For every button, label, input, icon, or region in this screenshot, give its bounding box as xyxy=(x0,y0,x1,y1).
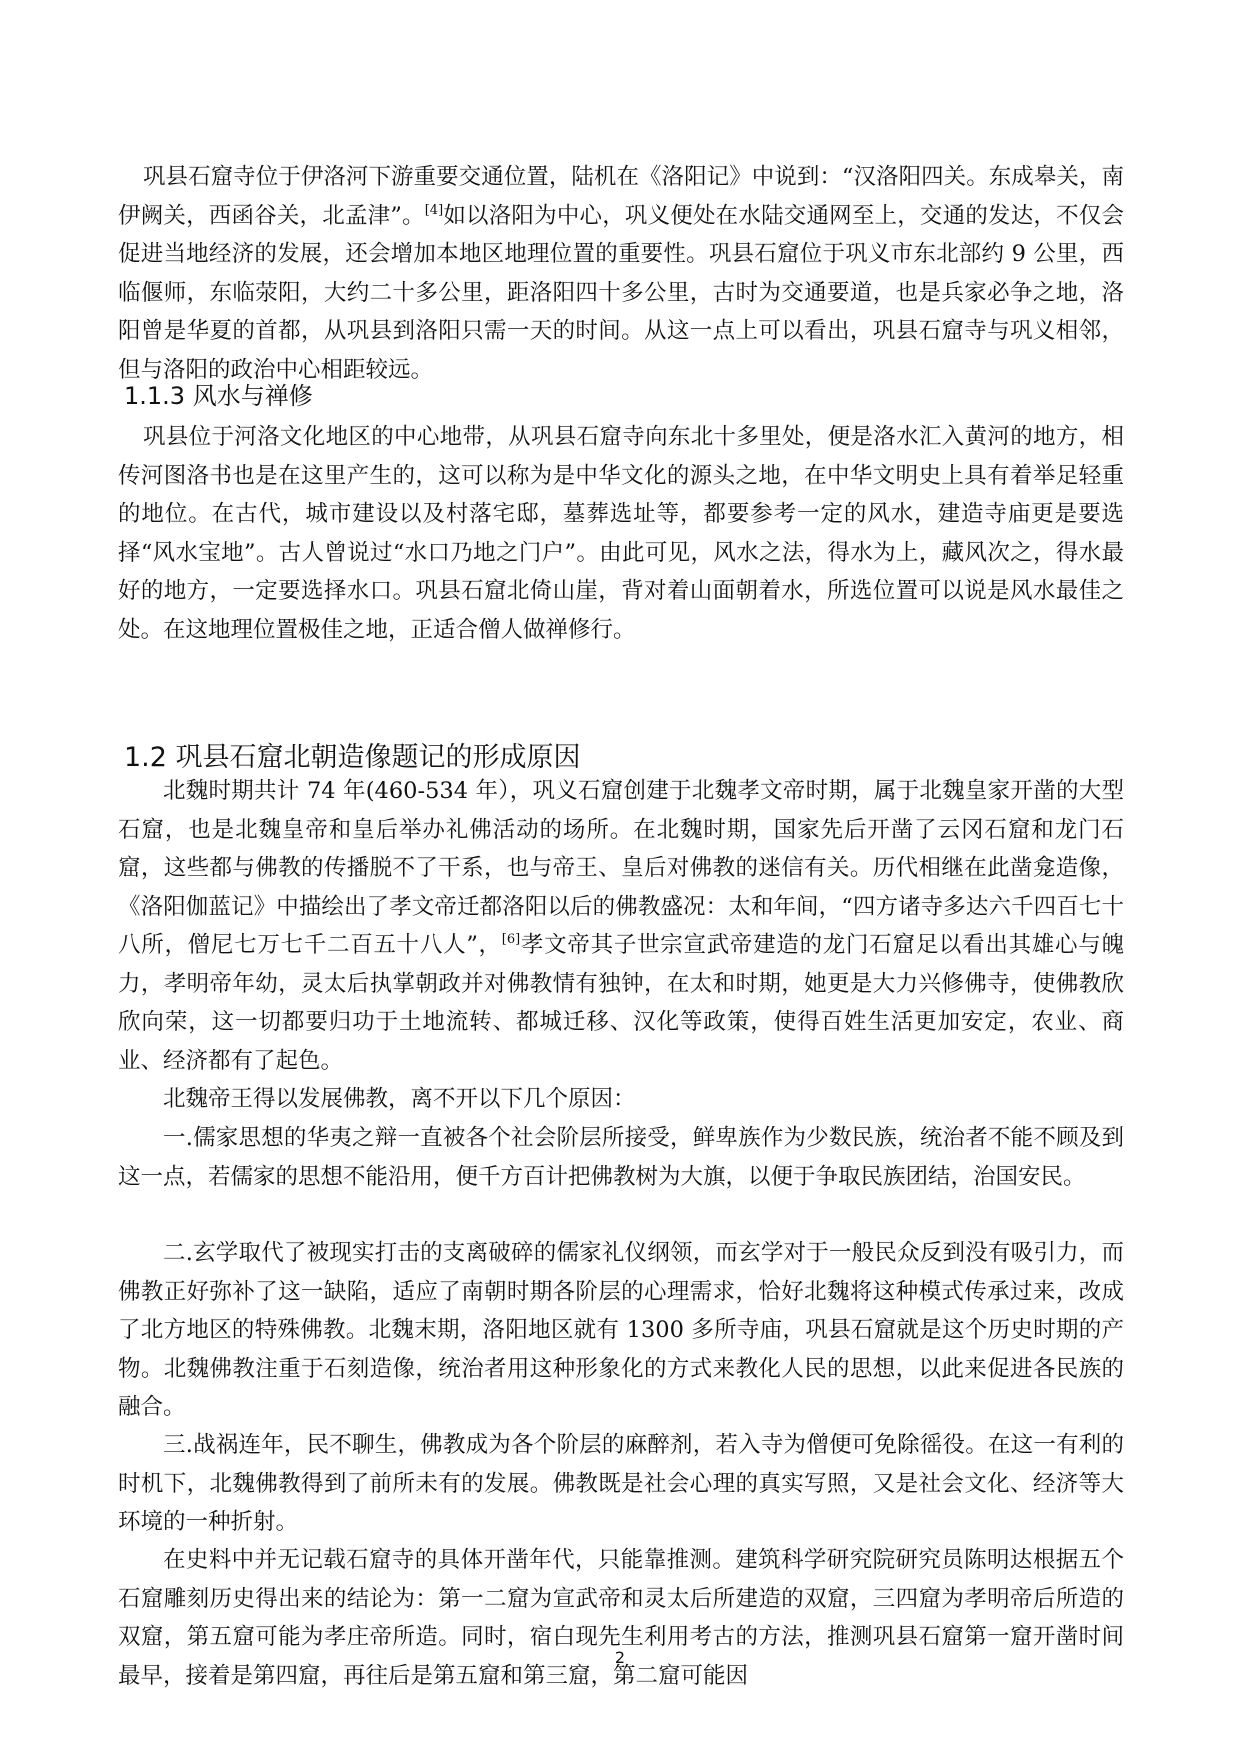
paragraph-reasons-intro: 北魏帝王得以发展佛教，离不开以下几个原因： xyxy=(163,1086,636,1112)
section-heading-1-2: 1.2 巩县石窟北朝造像题记的形成原因 xyxy=(124,742,581,773)
paragraph-text: 北魏时期共计 74 年(460-534 年），巩义石窟创建于北魏孝文帝时期，属于北魏皇家开凿的大型石窟，也是北魏皇帝和皇后举办礼佛活动的场所。在北魏时期，国家先后开凿了云冈石窟和龙门石窟，这些都与佛教的传播脱不了干系，也与帝王、皇后对佛教的迷信有关。历代相继在此凿龛造像，《洛阳伽蓝记》中描绘出了孝文帝迁都洛阳以后的佛教盛况：太和年间，“四方诸寺多达六千四百七十八所，僧尼七万七千二百五十八人”， xyxy=(118,778,1124,958)
paragraph-reason-three: 三.战祸连年，民不聊生，佛教成为各个阶层的麻醉剂，若入寺为僧便可免除徭役。在这一有利的时机下，北魏佛教得到了前所未有的发展。佛教既是社会心理的真实写照，又是社会文化、经济等大环境的一种折射。 xyxy=(118,1432,1124,1535)
paragraph-fengshui: 巩县位于河洛文化地区的中心地带，从巩县石窟寺向东北十多里处，便是洛水汇入黄河的地方，相传河图洛书也是在这里产生的，这可以称为是中华文化的源头之地，在中华文明史上具有着举足轻重的地位。在古代，城市建设以及村落宅邸，墓葬选址等，都要参考一定的风水，建造寺庙更是要选择“风水宝地”。古人曾说过“水口乃地之门户”。由此可见，风水之法，得水为上，藏风次之，得水最好的地方，一定要选择水口。巩县石窟北倚山崖，背对着山面朝着水，所选位置可以说是风水最佳之处。在这地理位置极佳之地，正适合僧人做禅修行。 xyxy=(118,424,1124,643)
paragraph-text: 如以洛阳为中心，巩义便处在水陆交通网至上，交通的发达，不仅会促进当地经济的发展，还会增加本地区地理位置的重要性。巩县石窟位于巩义市东北部约 9 公里，西临偃师，东临荥阳，大约二十多公里，距洛阳四十多公里，古时为交通要道，也是兵家必争之地，洛阳曾是华夏的首都，从巩县到洛阳只需一天的时间。从这一点上可以看出，巩县石窟寺与巩义相邻，但与洛阳的政治中心相距较远。 xyxy=(118,202,1124,383)
paragraph-text: 孝文帝其子世宗宣武帝建造的龙门石窟足以看出其雄心与魄力，孝明帝年幼，灵太后执掌朝政并对佛教情有独钟，在太和时期，她更是大力兴修佛寺，使佛教欣欣向荣，这一切都要归功于土地流转、都城迁移、汉化等政策，使得百姓生活更加安定，农业、商业、经济都有了起色。 xyxy=(118,932,1124,1074)
paragraph-northern-wei xyxy=(118,772,1124,1080)
page-number: 2 xyxy=(614,1648,626,1667)
paragraph-reason-two: 二.玄学取代了被现实打击的支离破碎的儒家礼仪纲领，而玄学对于一般民众反到没有吸引力，而佛教正好弥补了这一缺陷，适应了南朝时期各阶层的心理需求，恰好北魏将这种模式传承过来，改成了北方地区的特殊佛教。北魏末期，洛阳地区就有 1300 多所寺庙，巩县石窟就是这个历史时期的产物。北魏佛教注重于石刻造像，统治者用这种形象化的方式来教化人民的思想，以此来促进各民族的融合。 xyxy=(118,1240,1124,1420)
paragraph-dating: 在史料中并无记载石窟寺的具体开凿年代，只能靠推测。建筑科学研究院研究员陈明达根据五个石窟雕刻历史得出来的结论为：第一二窟为宣武帝和灵太后所建造的双窟，三四窟为孝明帝后所造的双窟，第五窟可能为孝庄帝所造。同时，宿白现先生利用考古的方法，推测巩县石窟第一窟开凿时间最早，接着是第四窟，再往后是第五窟和第三窟，第二窟可能因 xyxy=(118,1547,1124,1689)
section-heading-1-1-3: 1.1.3 风水与禅修 xyxy=(124,382,313,410)
paragraph-traffic-location xyxy=(118,158,1124,389)
paragraph-reason-one: 一.儒家思想的华夷之辩一直被各个社会阶层所接受，鲜卑族作为少数民族，统治者不能不顾及到这一点，若儒家的思想不能沿用，便千方百计把佛教树为大旗，以便于争取民族团结，治国安民。 xyxy=(118,1125,1124,1190)
paragraph-text: 巩县石窟寺位于伊洛河下游重要交通位置，陆机在《洛阳记》中说到：“汉洛阳四关。东成皋关，南伊阙关，西函谷关，北孟津”。 xyxy=(118,164,1124,229)
citation-ref: [6] xyxy=(501,932,521,947)
citation-ref: [4] xyxy=(424,202,444,218)
